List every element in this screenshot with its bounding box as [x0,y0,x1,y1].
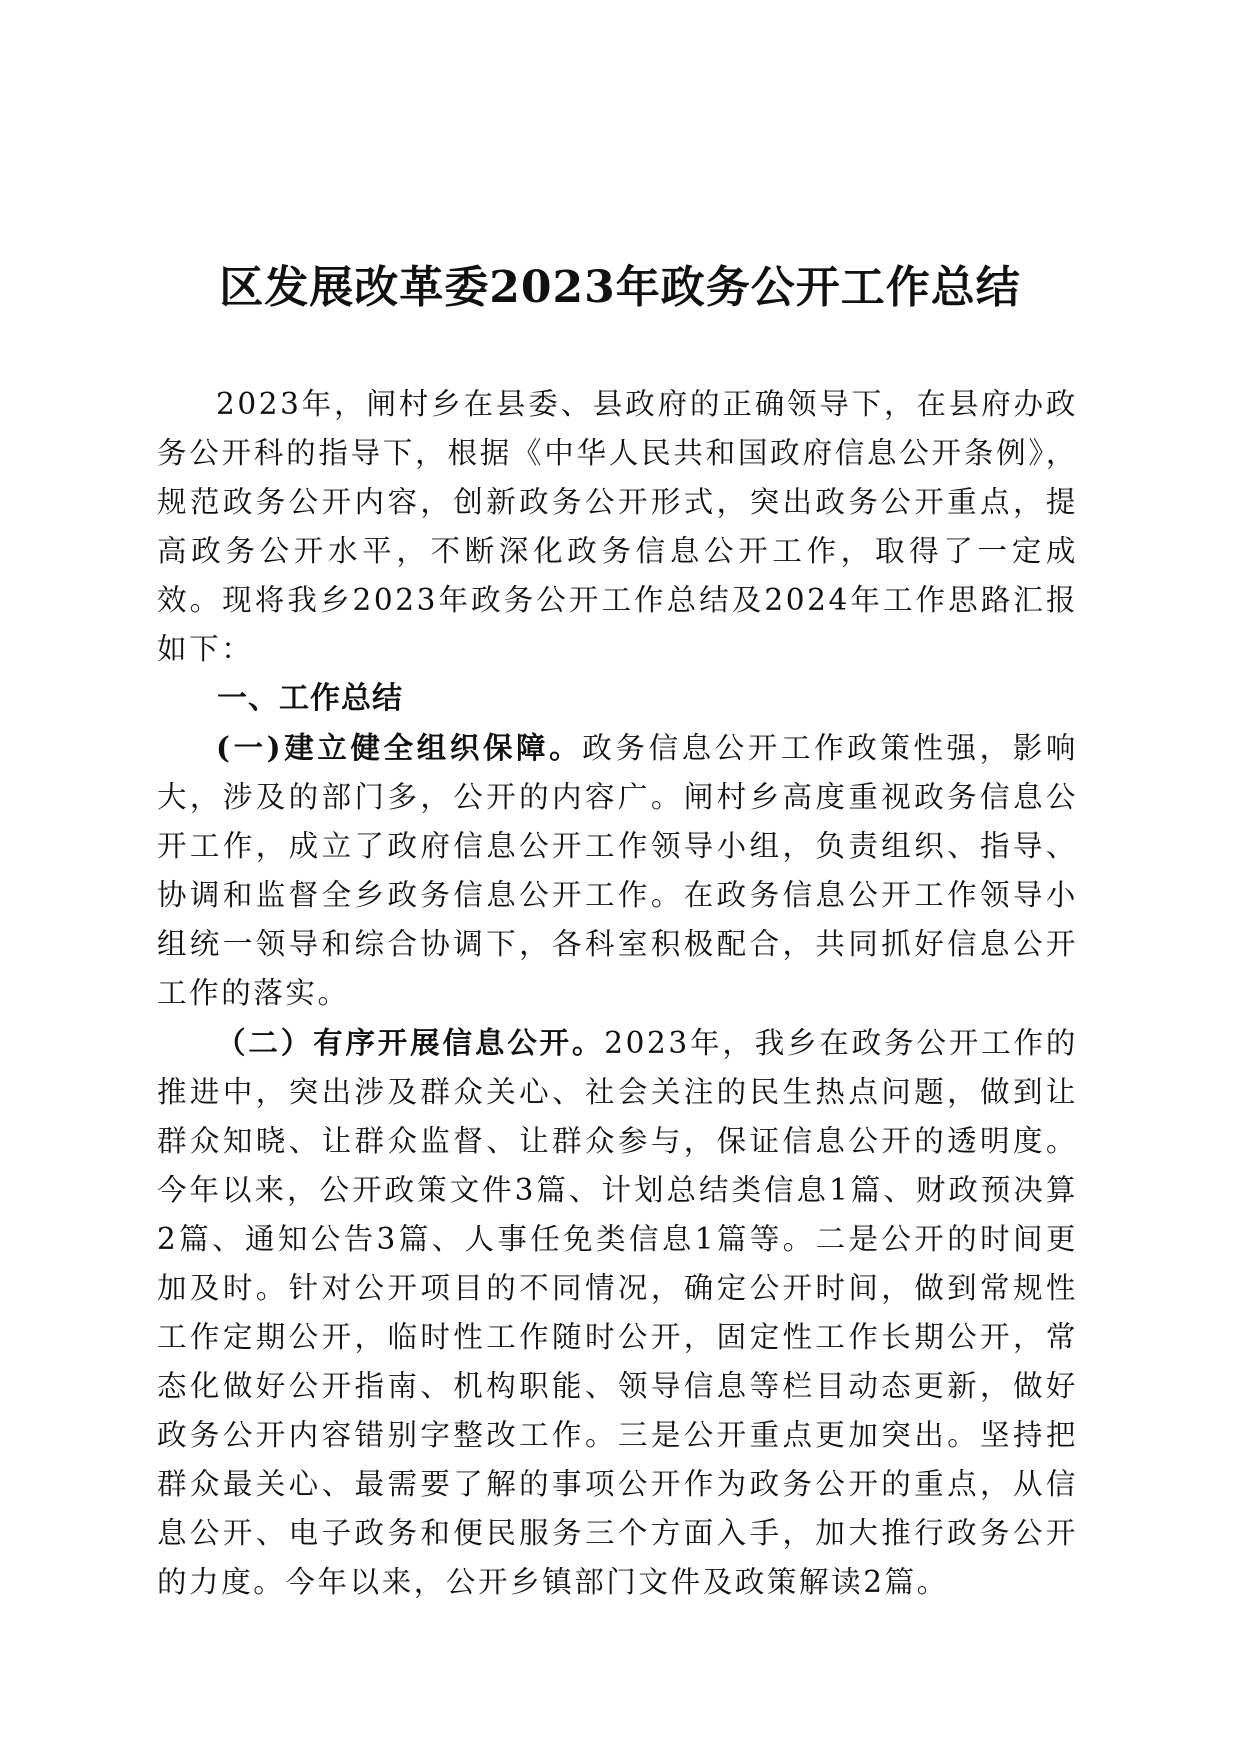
document-body [157,380,1078,1607]
item-paragraph-disclosure [157,1018,1078,1607]
document-title: 区发展改革委2023年政务公开工作总结 [219,262,1021,313]
item-text-disclosure: 2023年，我乡在政务公开工作的推进中，突出涉及群众关心、社会关注的民生热点问题，做到让群众知晓、让群众监督、让群众参与，保证信息公开的透明度。今年以来，公开政策文件3篇、计划总结类信息1篇、财政预决算2篇、通知公告3篇、人事任免类信息1篇等。二是公开的时间更加及时。针对公开项目的不同情况，确定公开时间，做到常规性工作定期公开，临时性工作随时公开，固定性工作长期公开，常态化做好公开指南、机构职能、领导信息等栏目动态更新，做好政务公开内容错别字整改工作。三是公开重点更加突出。坚持把群众最关心、最需要了解的事项公开作为政务公开的重点，从信息公开、电子政务和便民服务三个方面入手，加大推行政务公开的力度。今年以来，公开乡镇部门文件及政策解读2篇。 [157,1026,1078,1599]
item-lead-organization: (一)建立健全组织保障。 [216,730,583,765]
item-text-organization: 政务信息公开工作政策性强，影响大，涉及的部门多，公开的内容广。闸村乡高度重视政务信息公开工作，成立了政府信息公开工作领导小组，负责组织、指导、协调和监督全乡政务信息公开工作。在政务信息公开工作领导小组统一领导和综合协调下，各科室积极配合，共同抓好信息公开工作的落实。 [157,731,1078,1010]
item-lead-disclosure: （二）有序开展信息公开。 [216,1025,605,1060]
intro-paragraph: 2023年，闸村乡在县委、县政府的正确领导下，在县府办政务公开科的指导下，根据《中华人民共和国政府信息公开条例》，规范政务公开内容，创新政务公开形式，突出政务公开重点，提高政务公开水平，不断深化政务信息公开工作，取得了一定成效。现将我乡2023年政务公开工作总结及2024年工作思路汇报如下： [157,387,1078,666]
section-heading-work-summary: 一、工作总结 [217,681,403,716]
item-paragraph-organization [157,723,1078,1018]
